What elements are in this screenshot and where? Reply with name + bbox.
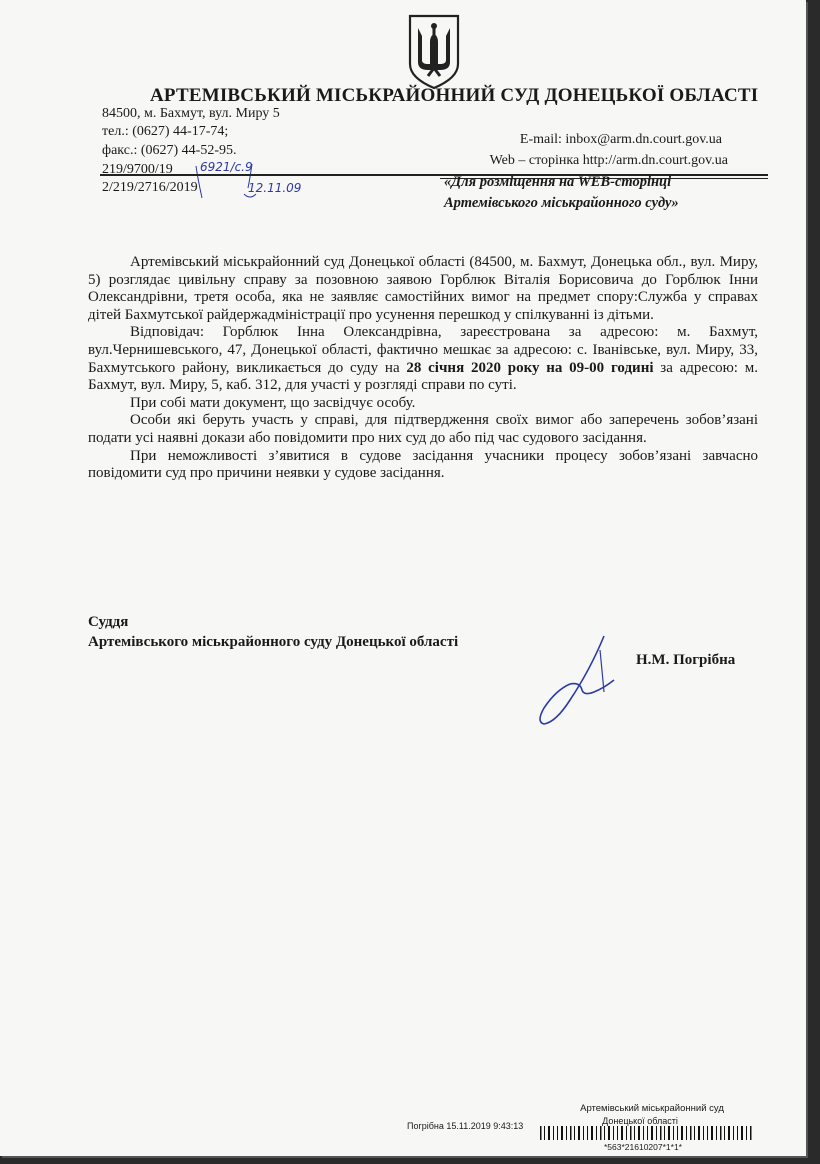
judge-title: Суддя	[88, 614, 129, 630]
paragraph-evidence: Особи які беруть участь у справі, для підтвердження своїх вимог або заперечень зобов’язані подати усі наявні докази або повідомити про них суд до або під час судового засідання.	[88, 412, 758, 446]
court-email: E-mail: inbox@arm.dn.court.gov.ua	[519, 132, 722, 147]
barcode-number: *563*21610207*1*1*	[604, 1142, 682, 1152]
web-publication-note	[444, 172, 679, 214]
stamp-court-name: Артемівський міськрайонний суд	[580, 1103, 724, 1114]
stamp-court-region: Донецької області	[602, 1116, 678, 1126]
proceeding-number: 2/219/2716/2019	[102, 180, 198, 195]
court-phone: тел.: (0627) 44-17-74;	[102, 124, 229, 139]
summons-text-start: Відповідач: Горблюк Інна Олександрівна, зареєстрована за адресою: м. Бахмут, вул.Чернишевського, 47, Донецької області, фактично мешкає за адресою: с. Іванівське, вул. Миру, 33, Бахмутського району, викликається до суду на	[88, 324, 758, 376]
web-note-line-1: «Для розміщення на WEB-сторінці	[444, 174, 672, 190]
court-address: 84500, м. Бахмут, вул. Миру 5	[102, 106, 280, 121]
case-number: 219/9700/19	[102, 162, 173, 177]
paragraph-id-document: При собі мати документ, що засвідчує особу.	[130, 394, 416, 411]
paragraph-summons	[88, 324, 758, 394]
stamp-author-timestamp: Погрібна 15.11.2019 9:43:13	[407, 1121, 524, 1131]
summons-text-end: за адресою: м. Бахмут, вул. Миру, 5, каб. 312, для участі у розгляді справи по суті.	[88, 359, 758, 394]
judge-court: Артемівського міськрайонного суду Донецької області	[88, 634, 459, 650]
handwritten-signature	[530, 630, 620, 730]
court-title: АРТЕМІВСЬКИЙ МІСЬКРАЙОННИЙ СУД ДОНЕЦЬКОЇ ОБЛАСТІ	[150, 85, 759, 106]
hearing-datetime: 28 січня 2020 року на 09-00 годині	[406, 359, 654, 376]
handwritten-date: 12.11.09	[248, 181, 302, 195]
paragraph-absence: При неможливості з’явитися в судове засідання учасники процесу зобов’язані завчасно повідомити суд про причини неявки у судове засідання.	[88, 447, 758, 482]
notice-body	[88, 254, 758, 483]
court-website: Web – сторінка http://arm.dn.court.gov.ua	[489, 153, 728, 168]
paragraph-case-description: Артемівський міськрайонний суд Донецької області (84500, м. Бахмут, Донецька обл., вул. Миру, 5) розглядає цивільну справу за позовною заявою Горблюк Віталія Борисовича до Горблюк Інни Олександрівни, третя особа, яка не заявляє самостійних вимог на предмет спору:Служба у справах дітей Бахмутської райдержадміністрації про усунення перешкод у спілкуванні із дітьми.	[88, 254, 758, 323]
handwriting-strokes	[192, 160, 312, 202]
handwritten-reference: 6921/с.9	[200, 160, 253, 174]
barcode	[540, 1126, 755, 1140]
court-fax: факс.: (0627) 44-52-95.	[102, 143, 237, 158]
trident-emblem-icon	[404, 12, 464, 90]
judge-name: Н.М. Погрібна	[636, 652, 736, 668]
signature-block	[88, 612, 458, 652]
web-note-line-2: Артемівського міськрайонного суду»	[444, 195, 679, 211]
